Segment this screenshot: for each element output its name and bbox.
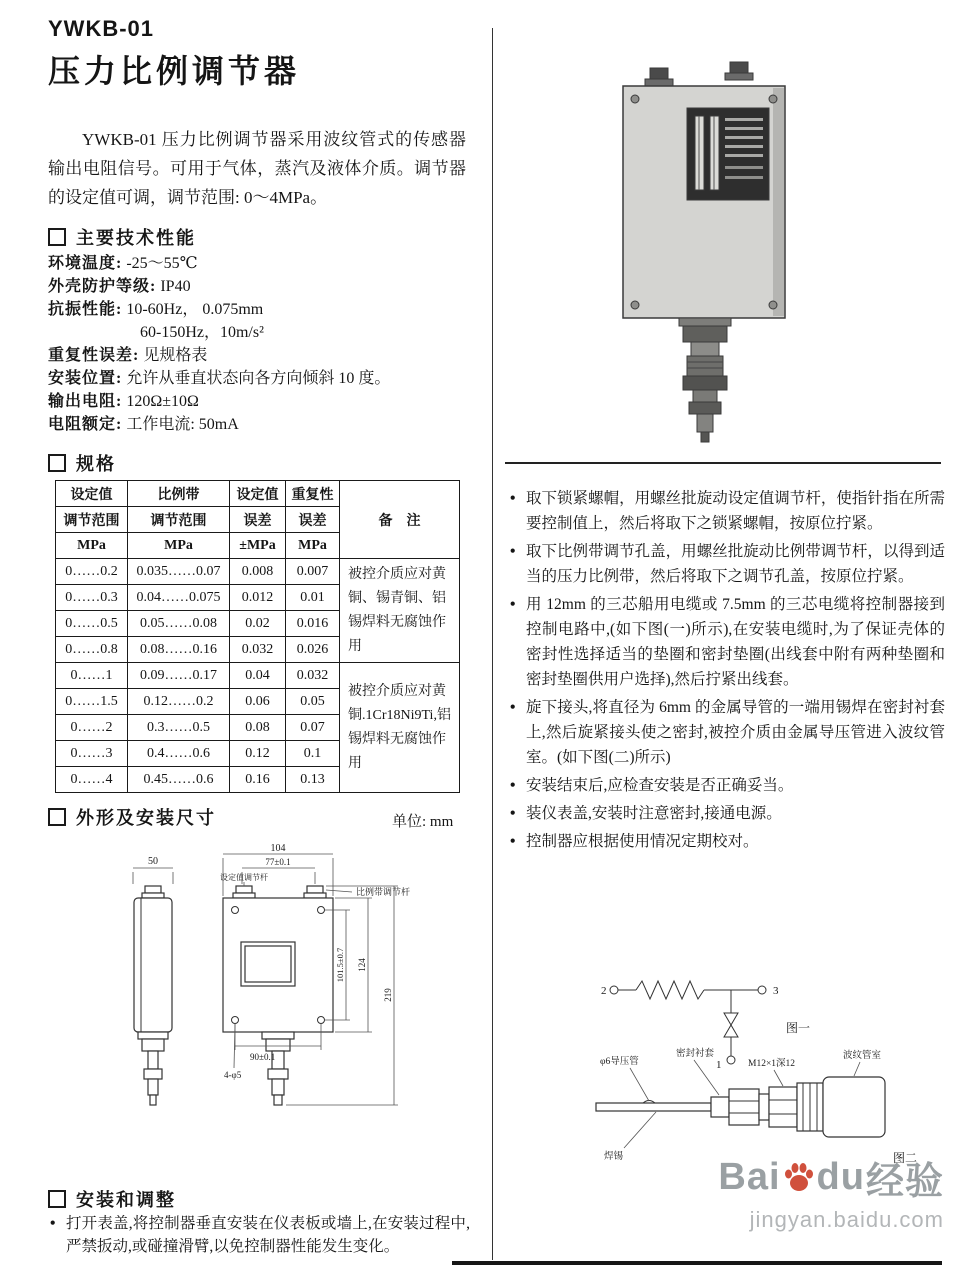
section-heading-spec-label: 规格 bbox=[76, 454, 116, 474]
tech-line bbox=[48, 413, 472, 436]
intro-paragraph: YWKB-01 压力比例调节器采用波纹管式的传感器输出电阻信号。可用于气体，蒸汽及液体介质。调节器的设定值可调，调节范围: 0～4MPa。 bbox=[48, 130, 466, 207]
tube-label: φ6导压管 bbox=[600, 1057, 639, 1067]
spec-cell: 0……2 bbox=[56, 715, 128, 741]
spec-cell: 0.1 bbox=[286, 741, 340, 767]
spec-header-cell: 重复性 bbox=[286, 481, 340, 507]
spec-header-row bbox=[56, 481, 460, 507]
dimension-drawing bbox=[38, 842, 478, 1164]
spec-cell: 0……1.5 bbox=[56, 689, 128, 715]
spec-header-cell: ±MPa bbox=[230, 533, 286, 559]
spec-cell: 0.016 bbox=[286, 611, 340, 637]
tech-line bbox=[48, 321, 472, 344]
watermark-jingyan: 经验 bbox=[865, 1161, 944, 1203]
spec-header-cell: 设定值 bbox=[230, 481, 286, 507]
spec-cell: 0.05 bbox=[286, 689, 340, 715]
spec-cell: 0……0.2 bbox=[56, 559, 128, 585]
watermark-brand bbox=[600, 1150, 944, 1205]
chamber-label: 波纹管室 bbox=[843, 1051, 882, 1061]
instruction-item: • 取下锁紧螺帽，用螺丝批旋动设定值调节杆，使指针指在所需要控制值上，然后将取下之锁紧螺帽，按原位拧紧。 bbox=[508, 486, 945, 536]
dim-101: 101.5±0.7 bbox=[335, 947, 345, 983]
spec-cell: 0.13 bbox=[286, 767, 340, 793]
tech-label: 重复性误差: bbox=[48, 347, 140, 364]
thread-label: M12×1深12 bbox=[748, 1059, 796, 1069]
spec-cell: 0……0.5 bbox=[56, 611, 128, 637]
install-note-list bbox=[50, 1212, 470, 1258]
terminal-3-label: 3 bbox=[773, 985, 779, 997]
instruction-item: • 安装结束后,应检查安装是否正确妥当。 bbox=[508, 773, 945, 798]
instruction-item: • 取下比例带调节孔盖，用螺丝批旋动比例带调节杆，以得到适当的压力比例带，然后将取下之调节孔盖，按原位拧紧。 bbox=[508, 539, 945, 589]
section-heading-spec bbox=[48, 450, 116, 476]
dim-50: 50 bbox=[148, 856, 158, 867]
fig2-outline bbox=[596, 1060, 885, 1148]
spec-cell: 0.12 bbox=[230, 741, 286, 767]
spec-cell: 0……3 bbox=[56, 741, 128, 767]
spec-cell: 0.032 bbox=[286, 663, 340, 689]
tech-value: -25～55℃ bbox=[126, 255, 198, 272]
dim-holes: 4-φ5 bbox=[224, 1070, 242, 1080]
spec-cell: 0……0.8 bbox=[56, 637, 128, 663]
tech-line bbox=[48, 275, 472, 298]
section-heading-install-label: 安装和调整 bbox=[76, 1190, 176, 1210]
tech-line bbox=[48, 344, 472, 367]
spec-cell: 0.026 bbox=[286, 637, 340, 663]
spec-cell: 0.4……0.6 bbox=[128, 741, 230, 767]
watermark-url: jingyan.baidu.com bbox=[749, 1207, 944, 1232]
section-heading-install bbox=[48, 1186, 176, 1212]
spec-cell: 0.45……0.6 bbox=[128, 767, 230, 793]
spec-cell: 0.05……0.08 bbox=[128, 611, 230, 637]
tech-value: 允许从垂直状态向各方向倾斜 10 度。 bbox=[126, 370, 391, 387]
tech-label: 输出电阻: bbox=[48, 393, 123, 410]
label-prop-lever: 比例带调节杆 bbox=[356, 887, 411, 897]
tech-label: 环境温度: bbox=[48, 255, 123, 272]
tech-line bbox=[48, 252, 472, 275]
tech-value: 120Ω±10Ω bbox=[126, 393, 199, 410]
model-number: YWKB-01 bbox=[48, 16, 155, 41]
dim-77: 77±0.1 bbox=[265, 857, 291, 867]
spec-row bbox=[56, 663, 460, 689]
spec-cell: 0.06 bbox=[230, 689, 286, 715]
page-title: 压力比例调节器 bbox=[48, 53, 301, 89]
tech-value: 60-150Hz，10m/s² bbox=[140, 324, 264, 341]
product-photo bbox=[595, 52, 810, 458]
section-heading-dimensions-label: 外形及安装尺寸 bbox=[76, 808, 216, 828]
checkbox-square-icon bbox=[48, 808, 66, 826]
tech-line bbox=[48, 390, 472, 413]
unit-label: 单位: mm bbox=[392, 814, 454, 830]
spec-row bbox=[56, 559, 460, 585]
watermark bbox=[600, 1150, 944, 1233]
instruction-item: • 装仪表盖,安装时注意密封,接通电源。 bbox=[508, 801, 945, 826]
spec-cell: 0……4 bbox=[56, 767, 128, 793]
spec-header-cell: 调节范围 bbox=[56, 507, 128, 533]
tech-label: 外壳防护等级: bbox=[48, 278, 157, 295]
label-set-lever: 设定值调节杆 bbox=[220, 873, 268, 882]
spec-header-cell: MPa bbox=[56, 533, 128, 559]
spec-remark-cell: 被控介质应对黄铜、锡青铜、铝锡焊料无腐蚀作用 bbox=[340, 559, 460, 663]
tech-value: 10-60Hz， 0.075mm bbox=[126, 301, 264, 318]
tech-value: 工作电流: 50mA bbox=[126, 416, 239, 433]
section-heading-tech-label: 主要技术性能 bbox=[76, 228, 196, 248]
spec-cell: 0.035……0.07 bbox=[128, 559, 230, 585]
spec-cell: 0……1 bbox=[56, 663, 128, 689]
spec-cell: 0.032 bbox=[230, 637, 286, 663]
baidu-paw-icon bbox=[782, 1161, 816, 1195]
watermark-bai: Bai bbox=[718, 1156, 781, 1198]
spec-cell: 0.3……0.5 bbox=[128, 715, 230, 741]
spec-cell: 0.012 bbox=[230, 585, 286, 611]
spec-cell: 0.16 bbox=[230, 767, 286, 793]
tech-label: 安装位置: bbox=[48, 370, 123, 387]
checkbox-square-icon bbox=[48, 454, 66, 472]
terminal-2-label: 2 bbox=[601, 985, 607, 997]
tech-label: 抗振性能: bbox=[48, 301, 123, 318]
spec-header-cell: 设定值 bbox=[56, 481, 128, 507]
install-note: • 打开表盖,将控制器垂直安装在仪表板或墙上,在安装过程中,严禁扳动,或碰撞滑臂,以免控制器性能发生变化。 bbox=[50, 1212, 470, 1258]
column-divider bbox=[492, 28, 493, 1260]
spec-header-cell: 误差 bbox=[230, 507, 286, 533]
instruction-item: • 控制器应根据使用情况定期校对。 bbox=[508, 829, 945, 854]
tech-line bbox=[48, 367, 472, 390]
instruction-item: • 用 12mm 的三芯船用电缆或 7.5mm 的三芯电缆将控制器接到控制电路中,(如下图(一)所示),在安装电缆时,为了保证壳体的密封性选择适当的垫圈和密封垫圈(出线套中附有两种垫圈和密封垫圈供用户选择),然后拧紧出线套。 bbox=[508, 592, 945, 692]
spec-cell: 0.008 bbox=[230, 559, 286, 585]
tech-label: 电阻额定: bbox=[48, 416, 123, 433]
spec-cell: 0.04……0.075 bbox=[128, 585, 230, 611]
fig1-caption: 图一 bbox=[786, 1021, 811, 1035]
checkbox-square-icon bbox=[48, 1190, 66, 1208]
bush-label: 密封衬套 bbox=[676, 1049, 715, 1059]
fig2-caption: 图二 bbox=[893, 1151, 918, 1165]
checkbox-square-icon bbox=[48, 228, 66, 246]
spec-header-cell: 调节范围 bbox=[128, 507, 230, 533]
tech-spec-list bbox=[48, 252, 472, 436]
bottom-rule bbox=[452, 1261, 942, 1265]
side-view-outline bbox=[133, 868, 173, 1105]
spec-cell: 0……0.3 bbox=[56, 585, 128, 611]
section-heading-tech bbox=[48, 224, 196, 250]
tech-value: 见规格表 bbox=[143, 347, 208, 364]
solder-label: 焊锡 bbox=[604, 1152, 624, 1162]
spec-cell: 0.08……0.16 bbox=[128, 637, 230, 663]
spec-header-cell: MPa bbox=[286, 533, 340, 559]
product-photo-device bbox=[623, 62, 785, 442]
spec-cell: 0.007 bbox=[286, 559, 340, 585]
spec-cell: 0.07 bbox=[286, 715, 340, 741]
section-heading-dimensions bbox=[48, 804, 216, 830]
tech-value: IP40 bbox=[160, 278, 191, 295]
tech-line bbox=[48, 298, 472, 321]
spec-table bbox=[55, 480, 460, 793]
instruction-list bbox=[508, 486, 945, 857]
watermark-du: du bbox=[816, 1156, 865, 1198]
spec-remark-cell: 被控介质应对黄铜.1Cr18Ni9Ti,铝锡焊料无腐蚀作用 bbox=[340, 663, 460, 793]
dim-124: 124 bbox=[357, 958, 367, 972]
spec-header-cell-remark: 备 注 bbox=[340, 481, 460, 559]
spec-cell: 0.02 bbox=[230, 611, 286, 637]
instruction-item: • 旋下接头,将直径为 6mm 的金属导管的一端用锡焊在密封衬套上,然后旋紧接头使之密封,被控介质由金属导压管进入波纹管室。(如下图(二)所示) bbox=[508, 695, 945, 770]
spec-cell: 0.08 bbox=[230, 715, 286, 741]
dim-219: 219 bbox=[383, 988, 393, 1002]
photo-divider-rule bbox=[505, 462, 941, 464]
spec-header-cell: 误差 bbox=[286, 507, 340, 533]
dim-90: 90±0.1 bbox=[250, 1052, 276, 1062]
dim-104: 104 bbox=[270, 843, 286, 854]
spec-cell: 0.01 bbox=[286, 585, 340, 611]
spec-cell: 0.12……0.2 bbox=[128, 689, 230, 715]
spec-cell: 0.04 bbox=[230, 663, 286, 689]
spec-header-cell: MPa bbox=[128, 533, 230, 559]
spec-header-cell: 比例带 bbox=[128, 481, 230, 507]
terminal-1-label: 1 bbox=[716, 1059, 722, 1071]
spec-cell: 0.09……0.17 bbox=[128, 663, 230, 689]
